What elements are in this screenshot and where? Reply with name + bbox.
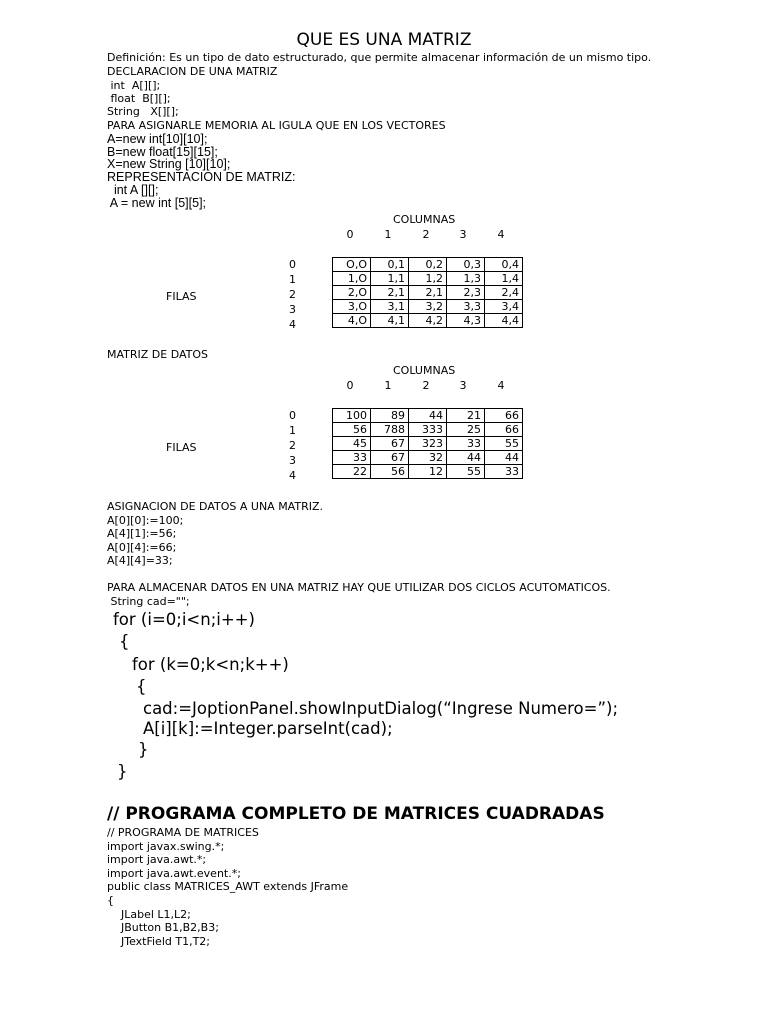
column-header: 3 bbox=[459, 379, 467, 392]
column-header: 4 bbox=[497, 228, 505, 241]
row-header: 1 bbox=[289, 424, 296, 437]
table-cell: 1,1 bbox=[371, 272, 409, 286]
code-line: cad:=JoptionPanel.showInputDialog(“Ingrese Numero=”); bbox=[143, 699, 619, 718]
table-row bbox=[333, 423, 523, 437]
table-cell: 55 bbox=[485, 437, 523, 451]
row-header: 0 bbox=[289, 409, 296, 422]
intro-line: Definición: Es un tipo de dato estructurado, que permite almacenar información de un mismo tipo. bbox=[107, 51, 652, 64]
program-line: { bbox=[107, 894, 114, 907]
table-row bbox=[333, 451, 523, 465]
table-cell: 2,4 bbox=[485, 286, 523, 300]
code-line: } bbox=[138, 740, 149, 759]
program-heading: // PROGRAMA COMPLETO DE MATRICES CUADRADAS bbox=[107, 804, 605, 824]
code-line: } bbox=[117, 762, 128, 781]
column-header: 4 bbox=[497, 379, 505, 392]
table-cell: 33 bbox=[485, 465, 523, 479]
table-cell: 44 bbox=[485, 451, 523, 465]
row-header: 2 bbox=[289, 439, 296, 452]
table-cell: 89 bbox=[371, 409, 409, 423]
program-line: JTextField T1,T2; bbox=[107, 934, 211, 948]
table-cell: 2,O bbox=[333, 286, 371, 300]
table-cell: 66 bbox=[485, 409, 523, 423]
table-cell: 55 bbox=[447, 465, 485, 479]
table-cell: 4,4 bbox=[485, 314, 523, 328]
program-line: import javax.swing.*; bbox=[107, 839, 225, 853]
assignment-line: A[4][1]:=56; bbox=[107, 527, 177, 540]
table-cell: 21 bbox=[447, 409, 485, 423]
table-cell: 333 bbox=[409, 423, 447, 437]
table-row bbox=[333, 258, 523, 272]
column-header: 1 bbox=[384, 228, 392, 241]
code-line: A[i][k]:=Integer.parseInt(cad); bbox=[143, 719, 393, 738]
row-header: 0 bbox=[289, 258, 296, 271]
intro-line: X=new String [10][10]; bbox=[107, 157, 231, 171]
intro-line: REPRESENTACION DE MATRIZ: bbox=[107, 170, 296, 184]
row-header: 2 bbox=[289, 288, 296, 301]
table-cell: 4,2 bbox=[409, 314, 447, 328]
table-cell: 323 bbox=[409, 437, 447, 451]
table-cell: 44 bbox=[447, 451, 485, 465]
column-header: 0 bbox=[346, 228, 354, 241]
table-cell: 100 bbox=[333, 409, 371, 423]
matrix2-rows-label: FILAS bbox=[166, 441, 197, 454]
table-cell: 3,4 bbox=[485, 300, 523, 314]
table-cell: 3,1 bbox=[371, 300, 409, 314]
table-cell: 32 bbox=[409, 451, 447, 465]
table-cell: 0,1 bbox=[371, 258, 409, 272]
cycles-line: PARA ALMACENAR DATOS EN UNA MATRIZ HAY QUE UTILIZAR DOS CICLOS ACUTOMATICOS. bbox=[107, 581, 611, 594]
intro-line: float B[][]; bbox=[107, 92, 171, 105]
table-cell: 4,O bbox=[333, 314, 371, 328]
column-header: 1 bbox=[384, 379, 392, 392]
program-line: import java.awt.*; bbox=[107, 853, 207, 867]
string-cad-line: String cad=""; bbox=[107, 595, 190, 608]
table-cell: 44 bbox=[409, 409, 447, 423]
table-row bbox=[333, 409, 523, 423]
column-header: 2 bbox=[422, 379, 430, 392]
assignment-line: A[0][4]:=66; bbox=[107, 540, 177, 554]
table-cell: O,O bbox=[333, 258, 371, 272]
table-cell: 0,4 bbox=[485, 258, 523, 272]
table-cell: 22 bbox=[333, 465, 371, 479]
table-cell: 2,3 bbox=[447, 286, 485, 300]
table-cell: 45 bbox=[333, 437, 371, 451]
row-header: 3 bbox=[289, 454, 296, 467]
table-row bbox=[333, 272, 523, 286]
table-cell: 12 bbox=[409, 465, 447, 479]
row-header: 1 bbox=[289, 273, 296, 286]
program-line: JLabel L1,L2; bbox=[107, 907, 191, 921]
table-cell: 2,1 bbox=[371, 286, 409, 300]
column-header: 0 bbox=[346, 379, 354, 392]
table-row bbox=[333, 314, 523, 328]
matriz-datos-label: MATRIZ DE DATOS bbox=[107, 348, 209, 361]
table-cell: 25 bbox=[447, 423, 485, 437]
intro-line: DECLARACION DE UNA MATRIZ bbox=[107, 65, 278, 78]
intro-line: PARA ASIGNARLE MEMORIA AL IGULA QUE EN LOS VECTORES bbox=[107, 119, 446, 132]
table-cell: 1,O bbox=[333, 272, 371, 286]
table-cell: 3,O bbox=[333, 300, 371, 314]
table-cell: 4,1 bbox=[371, 314, 409, 328]
program-line: // PROGRAMA DE MATRICES bbox=[107, 826, 259, 839]
program-line: JButton B1,B2,B3; bbox=[107, 921, 219, 935]
row-header: 3 bbox=[289, 303, 296, 316]
table-row bbox=[333, 437, 523, 451]
table-cell: 0,2 bbox=[409, 258, 447, 272]
intro-line: int A[][]; bbox=[107, 79, 161, 92]
intro-line: String X[][]; bbox=[107, 105, 179, 118]
page-title: QUE ES UNA MATRIZ bbox=[296, 30, 472, 50]
table-cell: 67 bbox=[371, 451, 409, 465]
table-cell: 3,2 bbox=[409, 300, 447, 314]
table-cell: 33 bbox=[447, 437, 485, 451]
column-header: 3 bbox=[459, 228, 467, 241]
table-row bbox=[333, 465, 523, 479]
intro-line: A = new int [5][5]; bbox=[107, 196, 207, 210]
table-row bbox=[333, 300, 523, 314]
matrix1-rows-label: FILAS bbox=[166, 290, 197, 303]
table-cell: 1,2 bbox=[409, 272, 447, 286]
table-row bbox=[333, 286, 523, 300]
program-line: import java.awt.event.*; bbox=[107, 866, 241, 880]
matrix1-table bbox=[332, 257, 523, 328]
code-line: for (i=0;i<n;i++) bbox=[113, 610, 255, 629]
table-cell: 1,4 bbox=[485, 272, 523, 286]
table-cell: 56 bbox=[371, 465, 409, 479]
code-line: { bbox=[119, 632, 130, 651]
code-line: for (k=0;k<n;k++) bbox=[132, 655, 289, 674]
column-header: 2 bbox=[422, 228, 430, 241]
assignment-line: ASIGNACION DE DATOS A UNA MATRIZ. bbox=[107, 500, 323, 513]
assignment-line: A[0][0]:=100; bbox=[107, 513, 184, 527]
table-cell: 0,3 bbox=[447, 258, 485, 272]
intro-line: A=new int[10][10]; bbox=[107, 132, 208, 146]
table-cell: 788 bbox=[371, 423, 409, 437]
table-cell: 1,3 bbox=[447, 272, 485, 286]
table-cell: 2,1 bbox=[409, 286, 447, 300]
assignment-line: A[4][4]=33; bbox=[107, 554, 173, 567]
row-header: 4 bbox=[289, 469, 296, 482]
table-cell: 67 bbox=[371, 437, 409, 451]
row-header: 4 bbox=[289, 318, 296, 331]
program-line: public class MATRICES_AWT extends JFrame bbox=[107, 880, 349, 894]
intro-line: B=new float[15][15]; bbox=[107, 145, 218, 159]
code-line: { bbox=[136, 677, 147, 696]
matrix2-table bbox=[332, 408, 523, 479]
matrix2-columns-label: COLUMNAS bbox=[393, 364, 456, 377]
table-cell: 33 bbox=[333, 451, 371, 465]
matrix1-columns-label: COLUMNAS bbox=[393, 213, 456, 226]
table-cell: 56 bbox=[333, 423, 371, 437]
table-cell: 3,3 bbox=[447, 300, 485, 314]
table-cell: 4,3 bbox=[447, 314, 485, 328]
table-cell: 66 bbox=[485, 423, 523, 437]
intro-line: int A [][]; bbox=[107, 183, 159, 197]
